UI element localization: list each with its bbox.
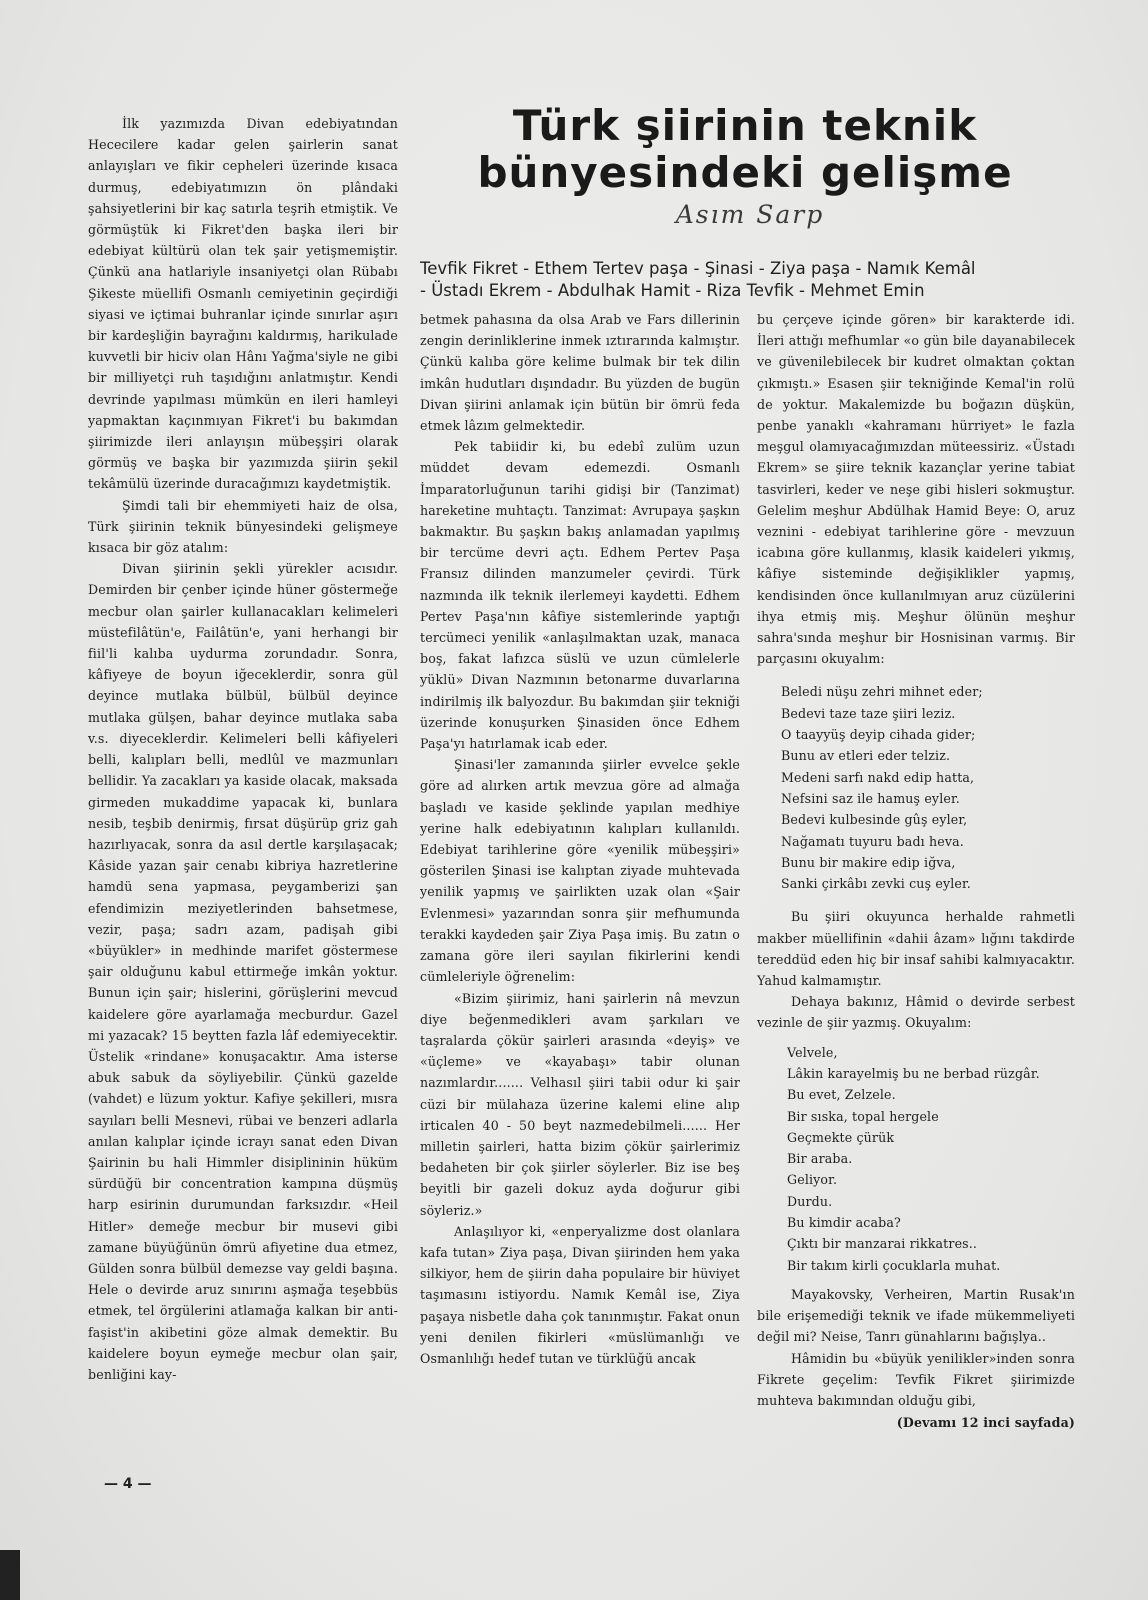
poem-excerpt-1	[781, 681, 1075, 894]
paragraph: Bu şiiri okuyunca herhalde rahmetli makber müellifinin «dahii âzam» lığını takdirde tereddüd eden hiç bir insaf sahibi kalmıyacaktır. Yahud kalmamıştır.	[757, 909, 1075, 989]
paragraph: İlk yazımızda Divan edebiyatından Hececilere kadar gelen şairlerin sanat anlayışları ve fikir cepheleri üzerinde kısaca durmuş, edebiyatımızın ön plândaki şahsiyetlerini bir kaç satırla teşrih etmiştik. Ve görmüştük ki Fikret'den başka ileri bir edebiyat kültürü olan tek şair yetişmemiştir. Çünkü ana hatlariyle insaniyetçi olan Rübabı Şikeste müellifi Osmanlı cemiyetinin geçirdiği siyasi ve içtimai buhranlar içinde sınırlar aşırı bir kardeşliğin bayrağını kaldırmış, harikulade kuvvetli bir hiciv olan Hânı Yağma'siyle ne gibi bir milliyetçi ruh taşıdığını anlatmıştır. Kendi devrinde yapılması mümkün en ileri hamleyi yapmaktan kaçınmıyan Fikret'i bu bakımdan şiirimizde ileri anlayışın mübeşşiri olarak görmüş ve başka bir yazımızda şiirin şekil tekâmülü üzerinde duracağımızı kaydetmiştik.	[88, 116, 398, 492]
subtitle-line-1: Tevfik Fikret - Ethem Tertev paşa - Şinasi - Ziya paşa - Namık Kemâl	[420, 259, 976, 278]
poem-line: Çıktı bir manzarai rikkatres..	[787, 1236, 978, 1252]
page-number: — 4 —	[104, 1476, 152, 1492]
poem-line: Geçmekte çürük	[787, 1129, 895, 1145]
poem-line: Sanki çirkâbı zevki cuş eyler.	[781, 876, 971, 892]
poem-line: Bunu bir makire edip iğva,	[781, 854, 956, 870]
paragraph: betmek pahasına da olsa Arab ve Fars dillerinin zengin derinliklerine inmek ıztırarında kalmıştır. Çünkü kalıba göre kelime bulmak bir tek dilin imkân hudutları dışındadır. Bu yüzden de bugün Divan şiirini anlamak için bütün bir ömrü feda etmek lâzım gelmektedir.	[420, 312, 740, 434]
paragraph: Anlaşılıyor ki, «enperyalizme dost olanlara kafa tutan» Ziya paşa, Divan şiirinden hem yaka silkiyor, hem de şiirin daha populaire bir hüviyet taşımasını istiyordu. Namık Kemâl ise, Ziya paşaya nisbetle daha çok tanınmıştır. Fakat onun yeni denilen fikirleri «müslümanlığı ve Osmanlılığı hedef tutan ve türklüğü ancak	[420, 1223, 740, 1366]
author-signature: Asım Sarp	[675, 200, 825, 229]
poem-line: Bir araba.	[787, 1151, 853, 1167]
article-subtitle	[420, 258, 1070, 302]
poem-excerpt-2	[787, 1042, 1075, 1276]
paragraph: Hâmidin bu «büyük yenilikler»inden sonra Fikrete geçelim: Tevfik Fikret şiirimizde muhteva bakımından olduğu gibi,	[757, 1350, 1075, 1408]
poem-line: Nağamatı tuyuru badı heva.	[781, 833, 964, 849]
poem-line: Medeni sarfı nakd edip hatta,	[781, 769, 975, 785]
poem-line: Lâkin karayelmiş bu ne berbad rüzgâr.	[787, 1065, 1040, 1081]
poem-line: Bunu av etleri eder telziz.	[781, 748, 951, 764]
title-line-2: bünyesindeki gelişme	[477, 148, 1013, 197]
paragraph: Şinasi'ler zamanında şiirler evvelce şekle göre ad alırken artık mevzua göre ad almağa başladı ve kaside şeklinde yapılan medhiye yerine halk edebiyatının kalıpları kullanıldı. Edebiyat tarihlerine göre «yenilik mübeşşiri» gösterilen Şinasi ise kalıptan ziyade muhtevada yenilik yapmış ve şairlikten uzak olan «Şair Evlenmesi» yazarından sonra şiir mefhumunda terakki kaydeden şair Ziya Paşa imiş. Bu zatın o zamana göre ileri sayılan fikirlerini kendi cümleleriyle öğrenelim:	[420, 757, 740, 985]
paragraph: Divan şiirinin şekli yürekler acısıdır. Demirden bir çenber içinde hüner göstermeğe mecbur olan şairler kullanacakları kelimeleri müstefilâtün'e, Failâtün'e, yani herhangi bir fiil'li kalıba uydurma zorundadır. Sonra, kâfiyeye de boyun iğeceklerdir, sonra gül deyince mutlaka bülbül, bülbül deyince mutlaka gülşen, bahar deyince mutlaka saba v.s. diyeceklerdir. Kelimeleri belli kâfiyeleri belli, kalıpları belli, medlûl ve mazmunları bellidir. Ya zacakları ya kaside olacak, maksada girmeden mukaddime yapacak ki, bunlara nesib, teşbib denirmiş, fırsat düşürüp griz gah hazırlıyacak, sonra da asıl dertle karşılaşacak; Kâside yazan şair cenabı kibriya hazretlerine hamdü sena yapmasa, peygamberizi şan efendimizin meziyetlerinden bahsetmese, vezir, paşa; sadrı azam, padişah gibi «büyükler» in medhinde marifet göstermese şair olduğunu kabul ettirmeğe imkân yoktur. Bunun için şair; hislerini, görüşlerini mevcud kaidelere göre ayarlamağa mecburdur. Gazel mi yazacak? 15 beytten fazla lâf edemiyecektir. Üstelik «rindane» konuşacaktır. Ama isterse abuk sabuk da söyliyebilir. Çünkü gazelde (vahdet) e lüzum yoktur. Kafiye şekilleri, mısra sayıları belli Mesnevi, rübai ve benzeri adlarla anılan kalıplar içinde icrayı sanat eden Divan Şairinin bu hali Himmler disiplininin hüküm sürdüğü bir concentration kampına düşmüş harp esirinin durumundan farksızdır. «Heil Hitler» demeğe mecbur bir musevi gibi zamane büyüğünün ömrü afiyetine dua etmez, Gülden sonra bülbül demezse vay geldi başına. Hele o devirde aruz sınırını aşmağa teşebbüs etmek, tel örgülerini atlamağa kalkan bir anti-faşist'in akibetini göze almak demektir. Bu kaidelere boyun eymeğe mecbur olan şair, benliğini kay-	[88, 561, 399, 1382]
middle-column	[420, 309, 740, 1369]
poem-line: Bedevi taze taze şiiri leziz.	[781, 705, 956, 721]
right-column	[757, 309, 1075, 1433]
paragraph: bu çerçeve içinde gören» bir karakterde idi. İleri attığı mefhumlar «o gün bile dayanabilecek ve güvenilebilecek bir kudret olmaktan çoktan çıkmıştı.» Esasen şiir tekniğinde Kemal'in rolü de yoktur. Makalemizde bu boğazın düşkün, penbe yanaklı «kahramanı hürriyet» le fazla meşgul olamıyacağımızdan müteessiriz. «Üstadı Ekrem» se şiire teknik kazançlar yerine tabiat tasvirleri, keder ve neşe gibi hisleri sokmuştur. Gelelim meşhur Abdülhak Hamid Beye: O, aruz veznini - edebiyat tarihlerine göre - mevzuun icabına göre kullanmış, klasik kaideleri yıkmış, kâfiye sisteminde değişiklikler yapmış, kendisinden önce kullanılmıyan aruz cüzülerini ihya etmiş miş. Meşhur ölünün meşhur sahra'sında meşhur bir Hosnisinan varmış. Bir parçasını okuyalım:	[757, 312, 1075, 667]
poem-line: Bu kimdir acaba?	[787, 1215, 901, 1231]
paragraph: Pek tabiidir ki, bu edebî zulüm uzun müddet devam edemezdi. Osmanlı İmparatorluğunun tarihi gidişi bir (Tanzimat) hareketine muhtaçtı. Tanzimat: Avrupaya şaşkın bakmaktır. Bu şaşkın bakış anlamadan yapılmış bir tercüme devri açtı. Edhem Pertev Paşa Fransız dilinden manzumeler çevirdi. Türk nazmında ilk teknik ilerlemeyi kaydetti. Edhem Pertev Paşa'nın kâfiye sistemlerinde yaptığı tercümeci yenilik «anlaşılmaktan uzak, manaca boş, fakat lafızca süslü ve uzun cümlelerle yüklü» Divan Nazmının betonarme duvarlarına indirilmiş ilk balyozdur. Bu bakımdan şiir tekniği üzerinde konuşurken Şinasiden önce Edhem Paşa'yı hatırlamak icab eder.	[420, 439, 740, 752]
poem-line: Bedevi kulbesinde gûş eyler,	[781, 812, 968, 828]
paragraph: Mayakovsky, Verheiren, Martin Rusak'ın bile erişemediği teknik ve ifade mükemmeliyeti değil mi? Neise, Tanrı günahlarını bağışlya..	[757, 1286, 1075, 1345]
poem-line: Velvele,	[787, 1044, 838, 1060]
quote-paragraph: «Bizim şiirimiz, hani şairlerin nâ mevzun diye beğenmedikleri avam şarkıları ve taşralarda çökür şairleri arasında «deyiş» ve «üçleme» ve «kayabaşı» tabir olunan nazımlardır....... Velhasıl şiiri tabii odur ki şair cüzi bir mülahaza üzerine kalemi eline alıp irticalen 40 - 50 beyt nazmedebilmeli...... Her milletin şairleri, hatta bizim çökür şairlerimiz bedaheten bir çok şiirler söylerler. Biz ise beş beyitli bir gazeli dokuz ayda doğurur gibi söyleriz.»	[420, 990, 740, 1218]
poem-line: Bir takım kirli çocuklarla muhat.	[787, 1257, 1001, 1273]
left-column	[88, 113, 398, 1385]
poem-line: O taayyüş deyip cihada gider;	[781, 727, 976, 743]
subtitle-line-2: - Üstadı Ekrem - Abdulhak Hamit - Riza Tevfik - Mehmet Emin	[420, 281, 925, 300]
poem-line: Bir sıska, topal hergele	[787, 1108, 939, 1124]
title-line-1: Türk şiirinin teknik	[512, 101, 978, 150]
poem-line: Nefsini saz ile hamuş eyler.	[781, 790, 960, 806]
paragraph: Şimdi tali bir ehemmiyeti haiz de olsa, Türk şiirinin teknik bünyesindeki gelişmeye kısaca bir göz atalım:	[88, 497, 398, 556]
continued-note: (Devamı 12 inci sayfada)	[896, 1415, 1075, 1431]
poem-line: Geliyor.	[787, 1172, 838, 1188]
article-title	[430, 102, 1060, 196]
paragraph: Dehaya bakınız, Hâmid o devirde serbest vezinle de şiir yazmış. Okuyalım:	[757, 994, 1075, 1031]
poem-line: Bu evet, Zelzele.	[787, 1087, 896, 1103]
poem-line: Beledi nüşu zehri mihnet eder;	[781, 684, 983, 700]
scan-border	[0, 1550, 20, 1600]
poem-line: Durdu.	[787, 1193, 833, 1209]
